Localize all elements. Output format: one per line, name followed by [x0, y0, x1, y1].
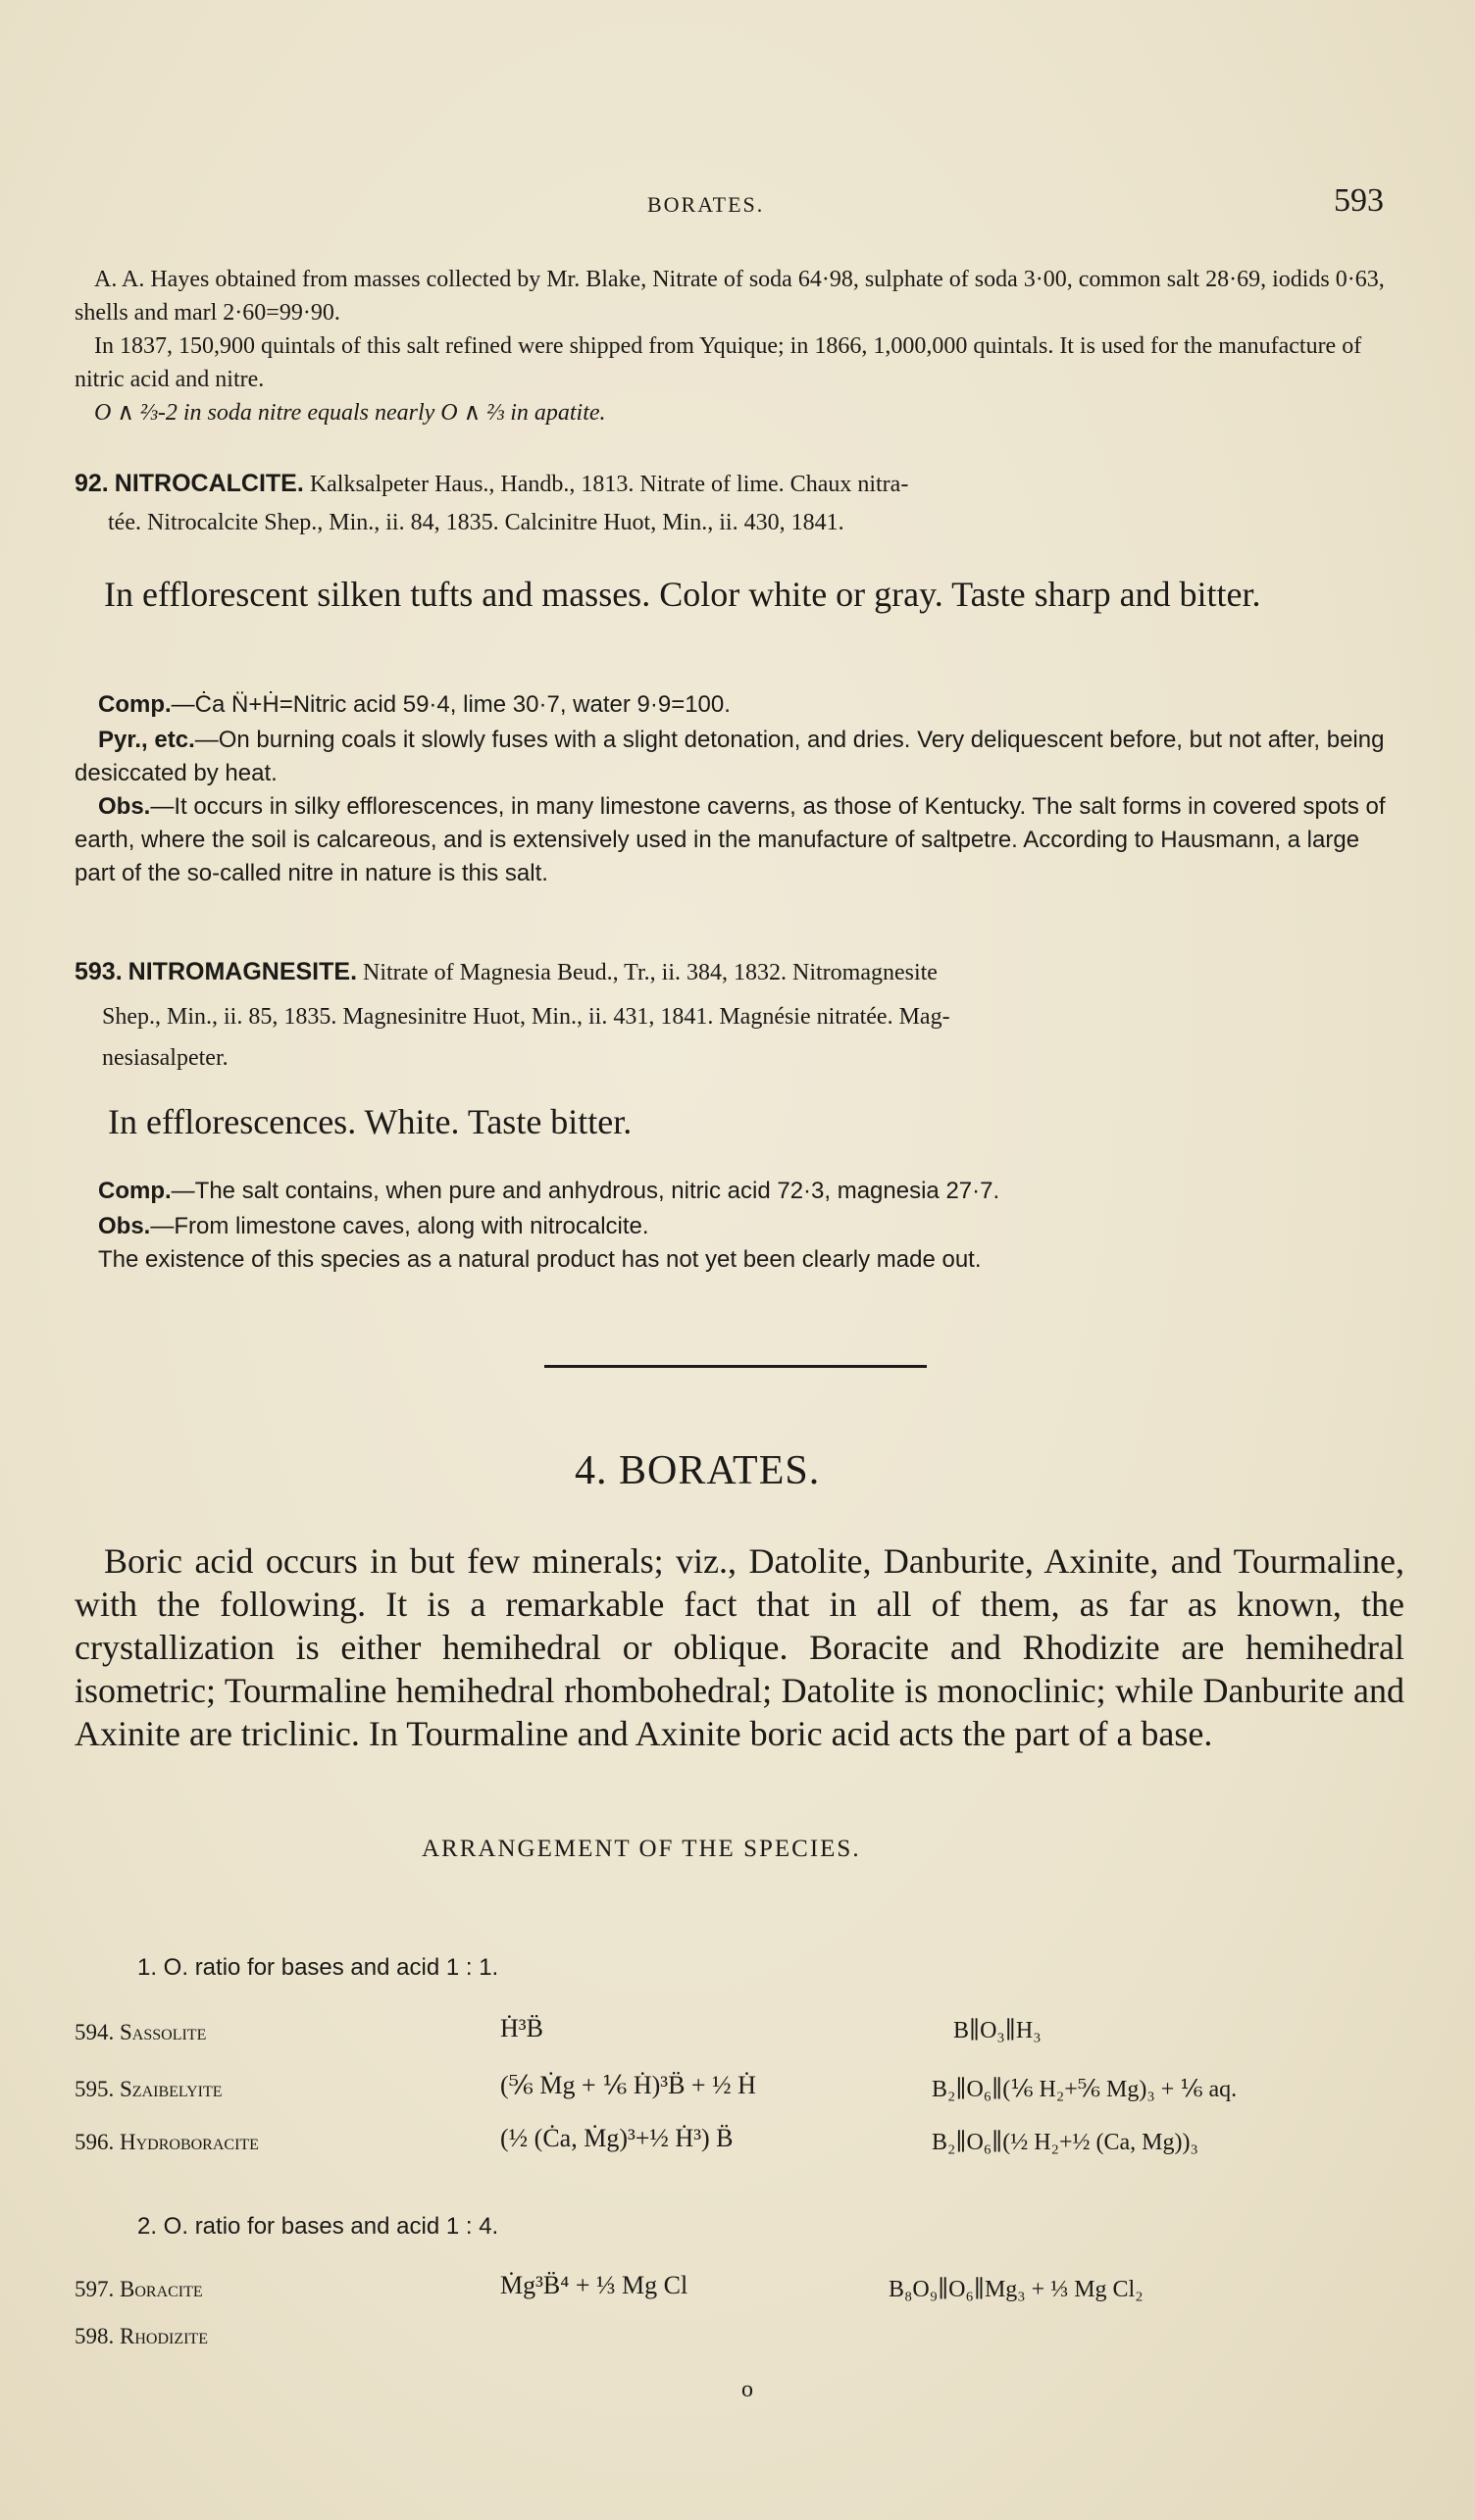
formula-new: B₂∥O₆∥(⅙ H₂+⅚ Mg)₃ + ⅙ aq.: [932, 2077, 1238, 2102]
nitrocalcite-obs: Obs.—It occurs in silky efflorescences, in many limestone caverns, as those of Kentucky. The salt forms in covered spots of earth, where the soil is calcareous, and is extensively used in the manufacture of saltpetre. According to Hausmann, a large part of the so-called nitre in nature is this salt.: [75, 793, 1386, 886]
intro-paragraph-2: In 1837, 150,900 quintals of this salt refined were shipped from Yquique; in 1866, 1,000,000 quintals. It is used for the manufacture of nitric acid and nitre.: [75, 333, 1362, 392]
species-row: 598. Rhodizite: [75, 2324, 208, 2348]
nitromagnesite-description: In efflorescences. White. Taste bitter.: [108, 1102, 633, 1141]
species-synonyms: Kalksalpeter Haus., Handb., 1813. Nitrate of lime. Chaux nitra-: [309, 472, 909, 497]
group2-label: 2. O. ratio for bases and acid 1 : 4.: [137, 2213, 499, 2240]
nitromagnesite-comp: Comp.—The salt contains, when pure and anhydrous, nitric acid 72·3, magnesia 27·7.: [98, 1178, 1000, 1204]
nitromagnesite-obs: Obs.—From limestone caves, along with nitrocalcite.: [98, 1213, 649, 1239]
formula-old: (⅚ Ṁg + ⅙ Ḣ)³B̈ + ½ Ḣ: [500, 2071, 756, 2099]
arrangement-title: ARRANGEMENT OF THE SPECIES.: [422, 1836, 861, 1862]
species-row: 595. Szaibelyite: [75, 2077, 223, 2101]
species-name: NITROMAGNESITE.: [127, 958, 358, 985]
running-header: BORATES.: [647, 192, 765, 217]
formula-new: B₈O₉∥O₆∥Mg₃ + ⅓ Mg Cl₂: [889, 2277, 1144, 2302]
nitrocalcite-heading: [75, 465, 1399, 503]
intro-paragraph-3: O ∧ ⅔-2 in soda nitre equals nearly O ∧ ⅔ in apatite.: [94, 400, 606, 426]
species-number: 92.: [75, 470, 109, 497]
nitrocalcite-pyr: Pyr., etc.—On burning coals it slowly fuses with a slight detonation, and dries. Very deliquescent before, but not after, being desiccated by heat.: [75, 727, 1385, 786]
footer-mark: o: [741, 2377, 753, 2402]
formula-new: B₂∥O₆∥(½ H₂+½ (Ca, Mg))₃: [932, 2130, 1198, 2155]
formula-new: B∥O₃∥H₃: [953, 2018, 1042, 2043]
section-divider: [544, 1365, 927, 1368]
intro-paragraph-1: A. A. Hayes obtained from masses collected by Mr. Blake, Nitrate of soda 64·98, sulphate of soda 3·00, common salt 28·69, iodids 0·63, shells and marl 2·60=99·90.: [75, 267, 1385, 326]
nitromagnesite-heading: [75, 953, 1399, 991]
nitromagnesite-synonyms-line3: nesiasalpeter.: [102, 1045, 229, 1071]
nitromagnesite-note: The existence of this species as a natural product has not yet been clearly made out.: [98, 1246, 982, 1273]
formula-old: Ṁg³B̈⁴ + ⅓ Mg Cl: [500, 2271, 688, 2299]
species-synonyms: Nitrate of Magnesia Beud., Tr., ii. 384, 1832. Nitromagnesite: [363, 960, 938, 985]
section-title: 4. BORATES.: [575, 1448, 821, 1493]
nitromagnesite-synonyms-line2: Shep., Min., ii. 85, 1835. Magnesinitre Huot, Min., ii. 431, 1841. Magnésie nitratée. Mag-: [102, 1004, 950, 1030]
formula-old: Ḣ³B̈: [500, 2014, 543, 2042]
borates-intro: Boric acid occurs in but few minerals; viz., Datolite, Danburite, Axinite, and Tourmaline, with the following. It is a remarkable fact that in all of them, as far as known, the crystallization is either hemihedral or oblique. Boracite and Rhodizite are hemihedral isometric; Tourmaline hemihedral rhombohedral; Datolite is monoclinic; while Danburite and Axinite are triclinic. In Tourmaline and Axinite boric acid acts the part of a base.: [75, 1541, 1404, 1753]
species-number: 593.: [75, 958, 123, 985]
group1-label: 1. O. ratio for bases and acid 1 : 1.: [137, 1954, 499, 1981]
species-row: 596. Hydroboracite: [75, 2130, 259, 2154]
species-name: NITROCALCITE.: [114, 470, 304, 497]
species-row: 597. Boracite: [75, 2277, 203, 2301]
page-number: 593: [1334, 182, 1384, 219]
formula-old: (½ (Ċa, Ṁg)³+½ Ḣ³) B̈: [500, 2124, 734, 2152]
species-row: 594. Sassolite: [75, 2020, 207, 2044]
nitrocalcite-description: In efflorescent silken tufts and masses. Color white or gray. Taste sharp and bitter.: [104, 575, 1261, 614]
nitrocalcite-synonyms-line2: tée. Nitrocalcite Shep., Min., ii. 84, 1835. Calcinitre Huot, Min., ii. 430, 1841.: [108, 510, 844, 535]
nitrocalcite-comp: Comp.—Ċa N̈+Ḣ=Nitric acid 59·4, lime 30·7, water 9·9=100.: [98, 691, 731, 718]
